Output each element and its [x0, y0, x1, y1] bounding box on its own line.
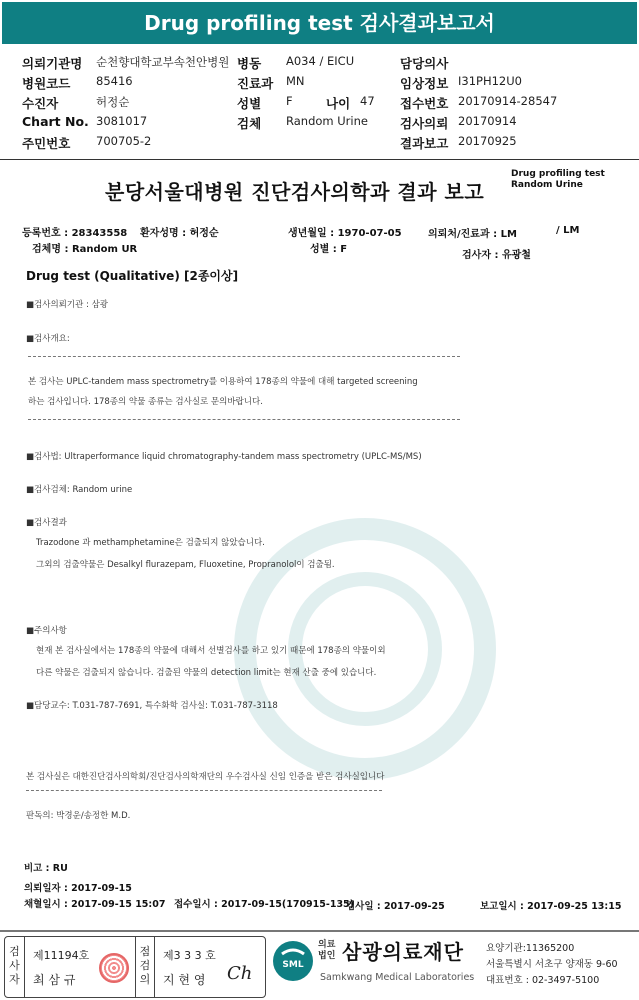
patient-name: 환자성명 : 허정순: [140, 228, 219, 239]
result-line: Trazodone 과 methamphetamine은 검출되지 않았습니다.: [36, 538, 265, 548]
value-test-request: 20170914: [458, 114, 517, 128]
report-sex: 성별 : F: [310, 244, 348, 255]
reviewer-name: 지 현 영: [163, 973, 206, 987]
divider: [28, 356, 460, 357]
section-specimen: ■검사검체: Random urine: [26, 485, 133, 495]
request-info-header: [0, 50, 639, 160]
report-time: 보고일시 : 2017-09-25 13:15: [480, 901, 622, 912]
label-age: 나이: [326, 96, 351, 111]
label-chart-no: Chart No.: [22, 114, 89, 129]
label-sex: 성별: [237, 96, 262, 111]
org-english-name: Samkwang Medical Laboratories: [320, 972, 475, 983]
header-row: [0, 74, 639, 94]
section-method: ■검사법: Ultraperformance liquid chromatography-tandem mass spectrometry (UPLC-MS/MS): [26, 452, 422, 462]
divider: [28, 419, 460, 420]
header-row: [0, 54, 639, 74]
value-resident-no: 700705-2: [96, 134, 152, 148]
label-result-report: 결과보고: [400, 136, 449, 151]
org-type: [318, 940, 335, 962]
signature: Ch: [227, 963, 253, 984]
label-char: 의: [139, 973, 151, 986]
examiner-name: 최 삼 규: [33, 973, 76, 987]
logo-text: SML: [282, 960, 304, 970]
label-resident-no: 주민번호: [22, 136, 71, 151]
reviewer-license: 제3 3 3 호: [163, 949, 216, 962]
overview-line: 본 검사는 UPLC-tandem mass spectrometry를 이용하여 178종의 약물에 대해 targeted screening: [28, 377, 418, 387]
label-char: 검: [139, 959, 151, 972]
sml-logo-icon: [272, 940, 314, 982]
examiner: 검사자 : 유광철: [462, 250, 531, 261]
reading-physician: 판독의: 박경운/송정한 M.D.: [26, 811, 131, 821]
section-requesting-lab: ■검사의뢰기관 : 삼광: [26, 300, 108, 310]
collection-time: 채혈일시 : 2017-09-15 15:07: [24, 899, 166, 910]
value-hospital-code: 85416: [96, 74, 133, 88]
label-char: 점: [139, 945, 151, 958]
result-line: 그외의 검출약물은 Desalkyl flurazepam, Fluoxetine, Propranolol이 검출됨.: [36, 560, 335, 570]
label-clinical-info: 임상정보: [400, 76, 449, 91]
caution-line: 현재 본 검사실에서는 178종의 약물에 대해서 선별검사를 하고 있기 때문에 178종의 약물이외: [36, 646, 386, 656]
org-address: 서울특별시 서초구 양재동 9-60: [486, 959, 618, 970]
request-department-2: / LM: [556, 225, 580, 236]
specimen-name: 검체명 : Random UR: [32, 244, 138, 255]
value-requesting-institution: 순천향대학교부속천안병원: [96, 55, 230, 69]
label-patient: 수진자: [22, 96, 59, 111]
examiner-label: [5, 937, 25, 997]
stamp-note-line: Drug profiling test: [511, 169, 605, 179]
header-row: [0, 94, 639, 114]
label-char: 자: [9, 973, 20, 986]
hospital-report-title: 분당서울대병원 진단검사의학과 결과 보고: [105, 180, 485, 204]
footer: [0, 930, 639, 1000]
birth-date: 생년월일 : 1970-07-05: [288, 228, 402, 239]
label-char: 검: [9, 945, 20, 958]
org-name: 삼광의료재단: [342, 940, 464, 964]
label-test-request: 검사의뢰: [400, 116, 449, 131]
qualitative-heading: Drug test (Qualitative) [2종이상]: [26, 269, 239, 283]
test-date: 검사일 : 2017-09-25: [346, 901, 445, 912]
label-receipt-no: 접수번호: [400, 96, 449, 111]
section-result: ■검사결과: [26, 518, 67, 528]
caution-line: 다른 약물은 검출되지 않습니다. 검출된 약물의 detection limit는 현재 산출 중에 있습니다.: [36, 668, 377, 678]
value-ward: A034 / EICU: [286, 54, 355, 68]
section-caution: ■주의사항: [26, 626, 67, 636]
report-title: Drug profiling test 검사결과보고서: [2, 2, 637, 44]
value-receipt-no: 20170914-28547: [458, 94, 558, 108]
value-sex: F: [286, 94, 293, 108]
lab-report-document: [10, 164, 630, 921]
label-specimen: 검체: [237, 116, 262, 131]
label-department: 진료과: [237, 76, 274, 91]
request-department: 의뢰처/진료과 : LM: [428, 229, 517, 240]
org-phone: 대표번호 : 02-3497-5100: [486, 975, 600, 986]
care-institution-code: 요양기관:11365200: [486, 943, 575, 954]
org-type-line: 법인: [318, 951, 336, 961]
label-hospital-code: 병원코드: [22, 76, 71, 91]
header-row: [0, 114, 639, 134]
value-age: 47: [360, 94, 375, 108]
value-patient: 허정순: [96, 95, 130, 109]
signature-box: [4, 936, 266, 998]
requested-date: 의뢰일자 : 2017-09-15: [24, 883, 132, 894]
label-ward: 병동: [237, 56, 262, 71]
label-physician: 담당의사: [400, 56, 449, 71]
stamp-note: [507, 169, 609, 191]
value-department: MN: [286, 74, 305, 88]
divider: [26, 790, 382, 791]
label-requesting-institution: 의뢰기관명: [22, 56, 83, 71]
value-clinical-info: I31PH12U0: [458, 74, 522, 88]
stamp-note-line: Random Urine: [511, 180, 583, 190]
registration-no: 등록번호 : 28343558: [22, 228, 128, 239]
examiner-license: 제11194호: [33, 949, 90, 962]
header-row: [0, 134, 639, 154]
remark: 비고 : RU: [24, 863, 68, 874]
value-chart-no: 3081017: [96, 114, 148, 128]
reviewer-label: [135, 937, 155, 997]
certification-note: 본 검사실은 대한진단검사의학회/진단검사의학재단의 우수검사실 신임 인증을 받은 검사실입니다: [26, 772, 385, 782]
value-result-report: 20170925: [458, 134, 517, 148]
overview-line: 하는 검사입니다. 178종의 약물 종류는 검사실로 문의바랍니다.: [28, 397, 263, 407]
org-type-line: 의료: [318, 940, 336, 950]
value-specimen: Random Urine: [286, 114, 368, 128]
section-contact: ■담당교수: T.031-787-7691, 특수화학 검사실: T.031-787-3118: [26, 701, 278, 711]
section-overview: ■검사개요:: [26, 334, 70, 344]
label-char: 사: [9, 959, 20, 972]
receipt-time: 접수일시 : 2017-09-15(170915-135): [174, 899, 355, 910]
seal-stamp-icon: [99, 953, 129, 983]
